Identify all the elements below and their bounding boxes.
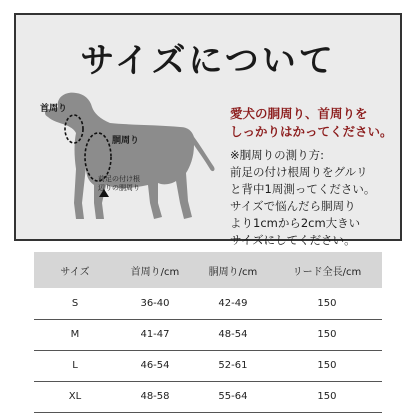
neck-label: 首周り: [40, 104, 68, 114]
cell-neck: 41-47: [116, 319, 194, 350]
instruction-line: サイズで悩んだら胴周り: [230, 199, 356, 213]
size-chart-table: [34, 252, 382, 413]
measure-emphasis-text: [230, 105, 410, 141]
emphasis-line2: しっかりはかってください。: [230, 124, 393, 139]
cell-size: S: [34, 288, 116, 319]
table-row: [34, 288, 382, 319]
measure-instructions: [230, 147, 412, 249]
cell-leash-length: 150: [272, 350, 382, 381]
size-info-panel: [14, 13, 402, 247]
header-neck: 首周り/cm: [116, 252, 194, 288]
cell-chest: 52-61: [194, 350, 272, 381]
cell-neck: 48-58: [116, 381, 194, 412]
instruction-line: ※胴周りの測り方:: [230, 148, 325, 162]
cell-chest: 55-64: [194, 381, 272, 412]
page-title: サイズについて: [80, 41, 336, 81]
header-size: サイズ: [34, 252, 116, 288]
header-leash-length: リード全長/cm: [272, 252, 382, 288]
foreleg-note-line2: 辺りの胴周り: [98, 184, 140, 192]
foreleg-note-line1: 前足の付け根: [98, 175, 140, 183]
emphasis-line1: 愛犬の胴周り、首周りを: [230, 106, 368, 121]
instruction-line: サイズにしてください。: [230, 233, 356, 247]
cell-leash-length: 150: [272, 288, 382, 319]
cell-leash-length: 150: [272, 381, 382, 412]
cell-leash-length: 150: [272, 319, 382, 350]
table-row: [34, 319, 382, 350]
dog-body: [45, 93, 215, 219]
instruction-line: 前足の付け根周りをグルリ: [230, 165, 368, 179]
table-row: [34, 350, 382, 381]
cell-size: M: [34, 319, 116, 350]
cell-neck: 46-54: [116, 350, 194, 381]
cell-chest: 42-49: [194, 288, 272, 319]
cell-chest: 48-54: [194, 319, 272, 350]
chest-label: 胴周り: [112, 136, 140, 146]
instruction-line: より1cmから2cm大きい: [230, 216, 361, 230]
cell-neck: 36-40: [116, 288, 194, 319]
header-chest: 胴周り/cm: [194, 252, 272, 288]
cell-size: XL: [34, 381, 116, 412]
table-header-row: [34, 252, 382, 288]
table-row: [34, 381, 382, 412]
cell-size: L: [34, 350, 116, 381]
foreleg-note: [98, 175, 140, 193]
instruction-line: と背中1周測ってください。: [230, 182, 376, 196]
